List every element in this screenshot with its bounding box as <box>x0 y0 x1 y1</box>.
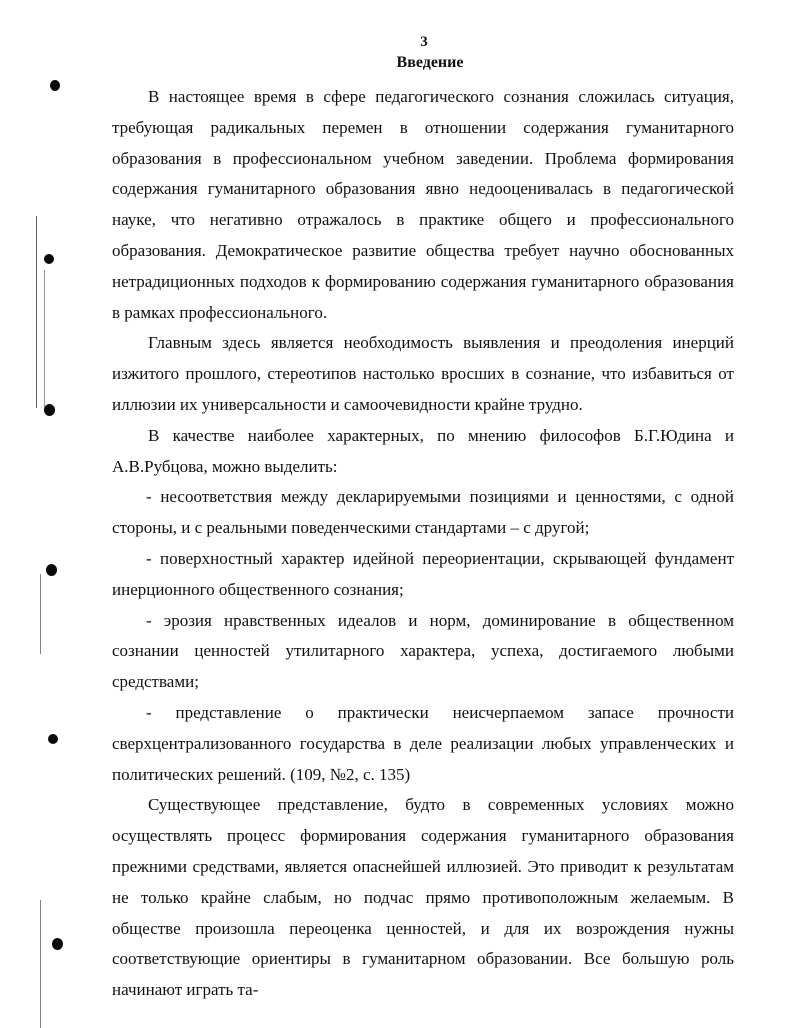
scan-line <box>40 900 41 1028</box>
page-title: Введение <box>396 54 464 71</box>
scan-mark <box>46 564 57 576</box>
scan-mark <box>44 254 54 264</box>
scan-line <box>36 216 37 408</box>
body-text <box>112 82 734 1006</box>
list-item: - представление о практически неисчерпаемом запасе прочности сверхцентрализованного государства в деле реализации любых управленческих и политических решений. (109, №2, с. 135) <box>112 702 734 784</box>
list-item: - несоответствия между декларируемыми позициями и ценностями, с одной стороны, и с реальными поведенческими стандартами – с другой; <box>112 487 734 538</box>
scan-mark <box>48 734 58 744</box>
page-number: 3 <box>420 34 428 50</box>
paragraph: В настоящее время в сфере педагогического сознания сложилась ситуация, требующая радикальных перемен в отношении содержания гуманитарного образования в профессиональном учебном заведении. Проблема формирования содержания гуманитарного образования явно недооценивалась в педагогической науке, что негативно отражалось в практике общего и профессионального образования. Демократическое развитие общества требует научно обоснованных нетрадиционных подходов к формированию содержания гуманитарного образования в рамках профессионального. <box>112 87 734 322</box>
list-item: - эрозия нравственных идеалов и норм, доминирование в общественном сознании ценностей утилитарного характера, успеха, достигаемого любыми средствами; <box>112 610 734 692</box>
paragraph: В качестве наиболее характерных, по мнению философов Б.Г.Юдина и А.В.Рубцова, можно выделить: <box>112 425 734 476</box>
paragraph: Главным здесь является необходимость выявления и преодоления инерций изжитого прошлого, стереотипов настолько вросших в сознание, что избавиться от иллюзии их универсальности и самоочевидности крайне трудно. <box>112 333 734 414</box>
list-item: - поверхностный характер идейной переориентации, скрывающей фундамент инерционного общественного сознания; <box>112 548 734 599</box>
scan-line <box>40 574 41 654</box>
scan-line <box>44 270 45 410</box>
scan-mark <box>50 80 60 91</box>
scan-mark <box>44 404 55 416</box>
paragraph: Существующее представление, будто в современных условиях можно осуществлять процесс формирования содержания гуманитарного образования прежними средствами, является опаснейшей иллюзией. Это приводит к результатам не только крайне слабым, но подчас прямо противоположным желаемым. В обществе произошла переоценка ценностей, и для их возрождения нужны соответствующие ориентиры в гуманитарном образовании. Все большую роль начинают играть та- <box>112 795 734 1000</box>
scan-mark <box>52 938 63 950</box>
